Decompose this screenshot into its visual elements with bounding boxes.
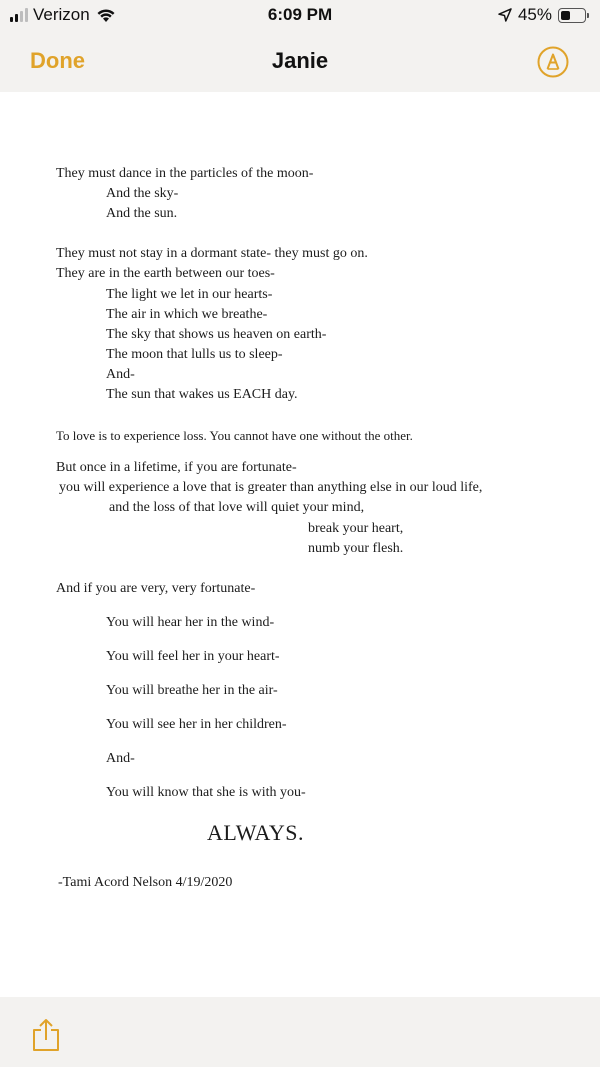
poem-line: The sun that wakes us EACH day.: [106, 387, 298, 402]
poem-line: And-: [106, 751, 135, 766]
poem-line: And the sun.: [106, 206, 178, 221]
battery-percent: 45%: [517, 5, 552, 24]
note-title: Janie: [271, 48, 329, 73]
poem-line: You will breathe her in the air-: [106, 683, 278, 698]
poem-line: And if you are very, very fortunate-: [56, 581, 256, 596]
poem-line: You will see her in her children-: [106, 717, 287, 732]
poem-line: you will experience a love that is greater than anything else in our loud life,: [59, 480, 483, 495]
poem-line: They must not stay in a dormant state- they must go on.: [56, 246, 368, 261]
poem-line: break your heart,: [308, 521, 404, 536]
battery-icon: [558, 8, 586, 23]
location-arrow-icon: [498, 8, 512, 22]
poem-line: They must dance in the particles of the moon-: [56, 166, 314, 181]
poem-signature: -Tami Acord Nelson 4/19/2020: [58, 875, 233, 890]
poem-line: The sky that shows us heaven on earth-: [106, 327, 327, 342]
note-attachment: [0, 92, 600, 997]
poem-line: The light we let in our hearts-: [106, 287, 273, 302]
poem-closing-word: ALWAYS.: [207, 820, 305, 845]
done-button[interactable]: Done: [30, 48, 85, 73]
share-icon[interactable]: [30, 1017, 62, 1053]
navigation-bar: [0, 32, 600, 92]
markup-pen-icon[interactable]: [536, 45, 570, 79]
carrier-name: Verizon: [33, 5, 90, 24]
poem-line: and the loss of that love will quiet your mind,: [109, 500, 365, 515]
poem-line: But once in a lifetime, if you are fortunate-: [56, 460, 297, 475]
status-time: 6:09 PM: [267, 5, 333, 24]
bottom-toolbar: [0, 997, 600, 1067]
poem-line: The moon that lulls us to sleep-: [106, 347, 283, 362]
status-bar: [0, 0, 600, 32]
poem-line: You will know that she is with you-: [106, 785, 306, 800]
battery-level: [561, 11, 570, 20]
poem-line: numb your flesh.: [308, 541, 404, 556]
poem-line: You will feel her in your heart-: [106, 649, 280, 664]
poem-line: You will hear her in the wind-: [106, 615, 275, 630]
poem-line: They are in the earth between our toes-: [56, 266, 275, 281]
poem-line: And-: [106, 367, 135, 382]
poem-line: To love is to experience loss. You cannot have one without the other.: [56, 428, 413, 443]
poem-line: And the sky-: [106, 186, 179, 201]
status-right: [498, 5, 586, 25]
poem-line: The air in which we breathe-: [106, 307, 268, 322]
